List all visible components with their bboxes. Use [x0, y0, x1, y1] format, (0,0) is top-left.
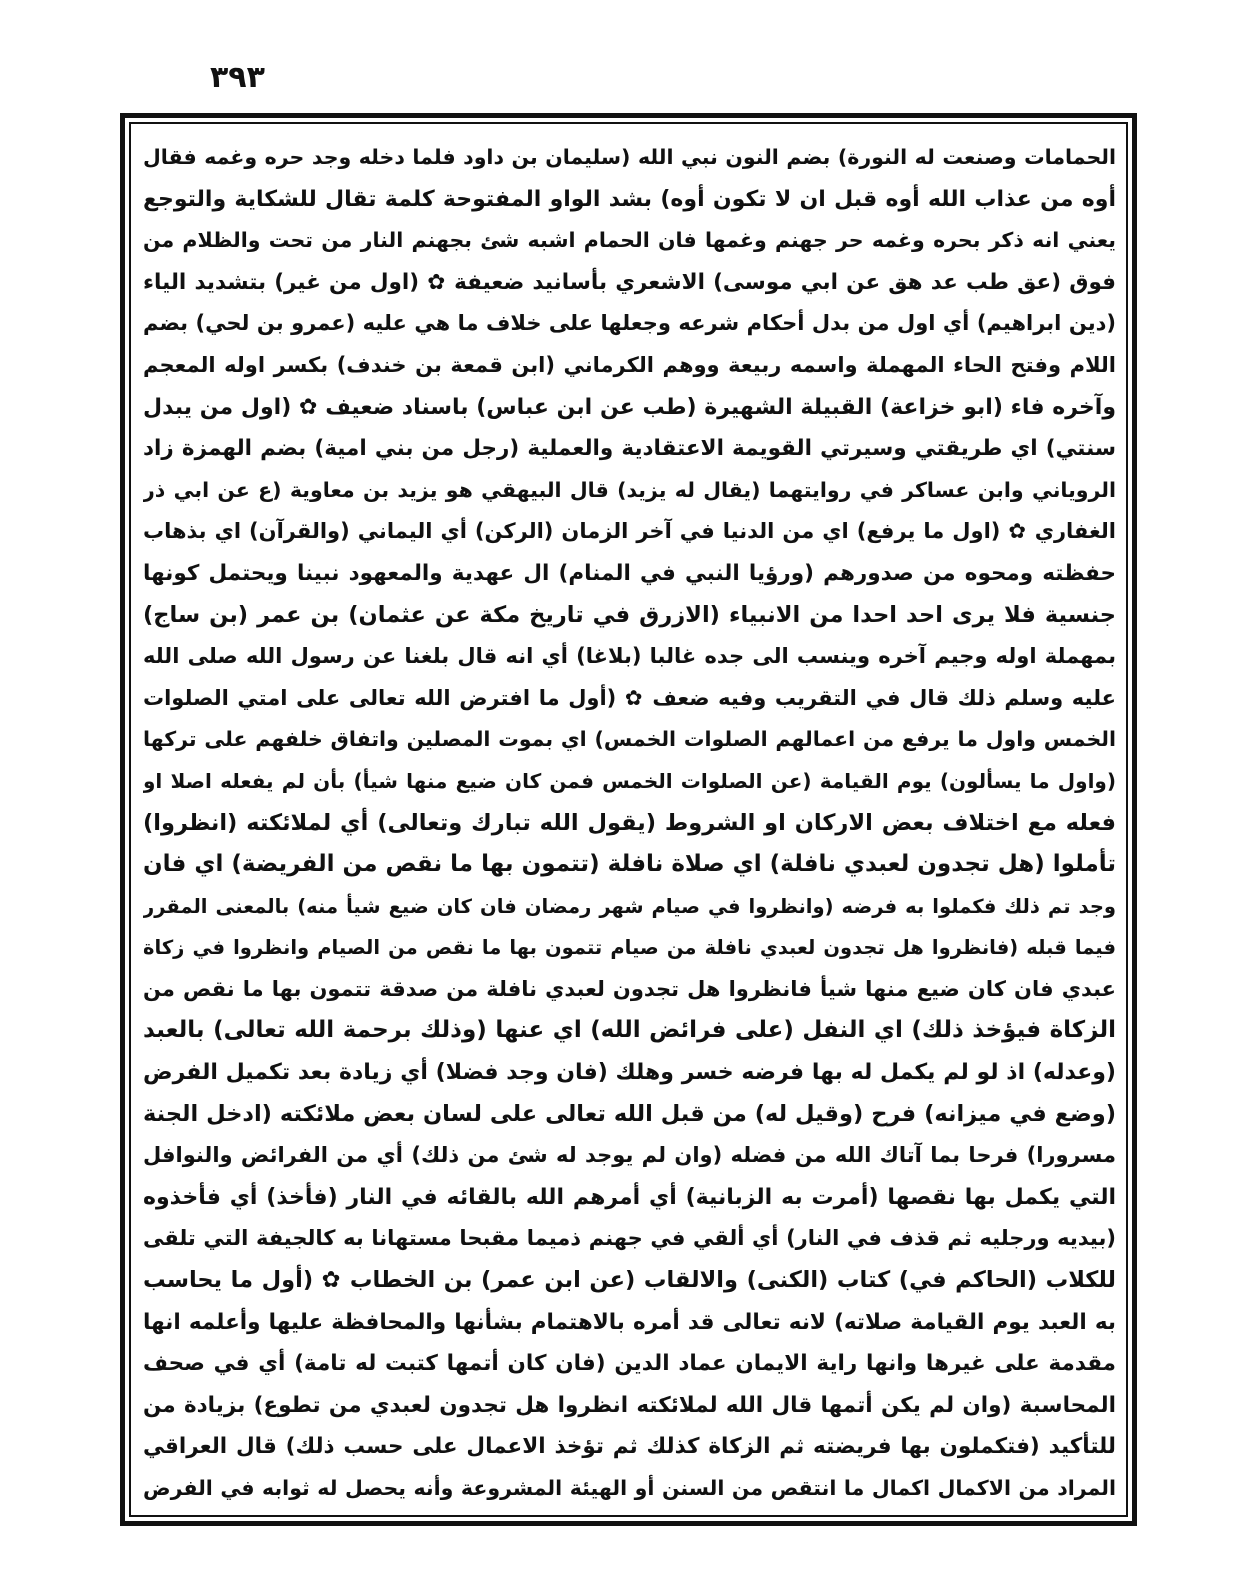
text-line-2: أوه من عذاب الله أوه قبل ان لا تكون أوه) بشد الواو المفتوحة كلمة تقال للشكاية والتوجع	[143, 186, 1116, 212]
text-line-23: (وعدله) اذ لو لم يكمل له بها فرضه خسر وهلك (فان وجد فضلا) أي زيادة بعد تكميل الفرض	[143, 1060, 1116, 1086]
text-line-14: عليه وسلم ذلك قال في التقريب وفيه ضعف ✿ (أول ما افترض الله تعالى على امتي الصلوات	[143, 685, 1116, 710]
text-line-19: وجد تم ذلك فكملوا به فرضه (وانظروا في صيام شهر رمضان فان كان ضيع شيأ منه) بالمعنى المقرر	[143, 894, 1116, 918]
text-line-25: مسرورا) فرحا بما آتاك الله من فضله (وان لم يوجد له شئ من ذلك) أي من الفرائض والنوافل	[143, 1143, 1116, 1168]
text-line-3: يعني انه ذكر بحره وغمه حر جهنم وغمها فان الحمام اشبه شئ بجهنم النار من تحت والظلام من	[143, 228, 1116, 253]
text-line-26: التي يكمل بها نقصها (أمرت به الزبانية) أي أمرهم الله بالقائه في النار (فأخذ) أي فأخذوه	[143, 1184, 1116, 1210]
text-line-21: عبدي فان كان ضيع منها شيأ فانظروا هل تجدون لعبدي نافلة من صدقة تتمون بها ما نقص من	[143, 976, 1116, 1001]
page-number: ٣٩٣	[210, 60, 265, 95]
text-line-15: الخمس واول ما يرفع من اعمالهم الصلوات الخمس) اي بموت المصلين واتفاق خلفهم على تركها	[143, 727, 1116, 752]
text-line-11: حفظته ومحوه من صدورهم (ورؤيا النبي في المنام) ال عهدية والمعهود نبينا ويحتمل كونها	[143, 560, 1116, 586]
text-line-10: الغفاري ✿ (اول ما يرفع) اي من الدنيا في آخر الزمان (الركن) أي اليماني (والقرآن) اي بذهاب	[143, 519, 1116, 544]
text-line-31: المحاسبة (وان لم يكن أتمها قال الله لملائكته انظروا هل تجدون لعبدي من تطوع) بزيادة من	[143, 1392, 1116, 1418]
text-line-17: فعله مع اختلاف بعض الاركان او الشروط (يقول الله تبارك وتعالى) أي لملائكته (انظروا)	[143, 809, 1116, 836]
text-line-24: (وضع في ميزانه) فرح (وقيل له) من قبل الله تعالى على لسان بعض ملائكته (ادخل الجنة	[143, 1100, 1116, 1127]
text-line-22: الزكاة فيؤخذ ذلك) اي النفل (على فرائض الله) اي عنها (وذلك برحمة الله تعالى) بالعبد	[143, 1017, 1116, 1044]
text-line-4: فوق (عق طب عد هق عن ابي موسى) الاشعري بأسانيد ضعيفة ✿ (اول من غير) بتشديد الياء	[143, 269, 1116, 295]
text-line-30: مقدمة على غيرها وانها راية الايمان عماد الدين (فان كان أتمها كتبت له تامة) أي في صحف	[143, 1351, 1116, 1377]
text-line-33: المراد من الاكمال اكمال ما انتقص من السنن أو الهيئة المشروعة وأنه يحصل له ثوابه في الفرض	[143, 1476, 1116, 1500]
text-block	[143, 137, 1116, 1510]
text-line-6: اللام وفتح الحاء المهملة واسمه ربيعة ووهم الكرماني (ابن قمعة بن خندف) بكسر اوله المعجم	[143, 352, 1116, 377]
text-line-32: للتأكيد (فتكملون بها فريضته ثم الزكاة كذلك ثم تؤخذ الاعمال على حسب ذلك) قال العراقي	[143, 1434, 1116, 1460]
text-line-7: وآخره فاء (ابو خزاعة) القبيلة الشهيرة (طب عن ابن عباس) باسناد ضعيف ✿ (اول من يبدل	[143, 394, 1116, 420]
text-line-20: فيما قبله (فانظروا هل تجدون لعبدي نافلة من صيام تتمون بها ما نقص من الصيام وانظروا في زكاة	[143, 936, 1116, 960]
text-line-27: (بيديه ورجليه ثم قذف في النار) أي ألقي في جهنم ذميما مقبحا مستهانا به كالجيفة التي تلقى	[143, 1226, 1116, 1251]
text-line-9: الروياني وابن عساكر في روايتهما (يقال له يزيد) قال البيهقي هو يزيد بن معاوية (ع عن ابي ذر	[143, 477, 1116, 502]
text-line-29: به العبد يوم القيامة صلاته) لانه تعالى قد أمره بالاهتمام بشأنها والمحافظة عليها وأعلمه انها	[143, 1309, 1116, 1335]
text-line-12: جنسية فلا يرى احد احدا من الانبياء (الازرق في تاريخ مكة عن عثمان) بن عمر (بن ساج)	[143, 601, 1116, 628]
text-line-8: سنتي) اي طريقتي وسيرتي القويمة الاعتقادية والعملية (رجل من بني امية) بضم الهمزة زاد	[143, 436, 1116, 462]
text-line-28: للكلاب (الحاكم في) كتاب (الكنى) والالقاب (عن ابن عمر) بن الخطاب ✿ (أول ما يحاسب	[143, 1267, 1116, 1294]
text-line-16: (واول ما يسألون) يوم القيامة (عن الصلوات الخمس فمن كان ضيع منها شيأ) بأن لم يفعله اصلا او	[143, 768, 1116, 793]
text-line-13: بمهملة اوله وجيم آخره وينسب الى جده غالبا (بلاغا) أي انه قال بلغنا عن رسول الله صلى الله	[143, 644, 1116, 669]
text-line-5: (دين ابراهيم) أي اول من بدل أحكام شرعه وجعلها على خلاف ما هي عليه (عمرو بن لحي) بضم	[143, 311, 1116, 336]
text-line-1: الحمامات وصنعت له النورة) بضم النون نبي الله (سليمان بن داود فلما دخله وجد حره وغمه فقال	[143, 145, 1116, 169]
text-line-18: تأملوا (هل تجدون لعبدي نافلة) اي صلاة نافلة (تتمون بها ما نقص من الفريضة) اي فان	[143, 851, 1116, 878]
